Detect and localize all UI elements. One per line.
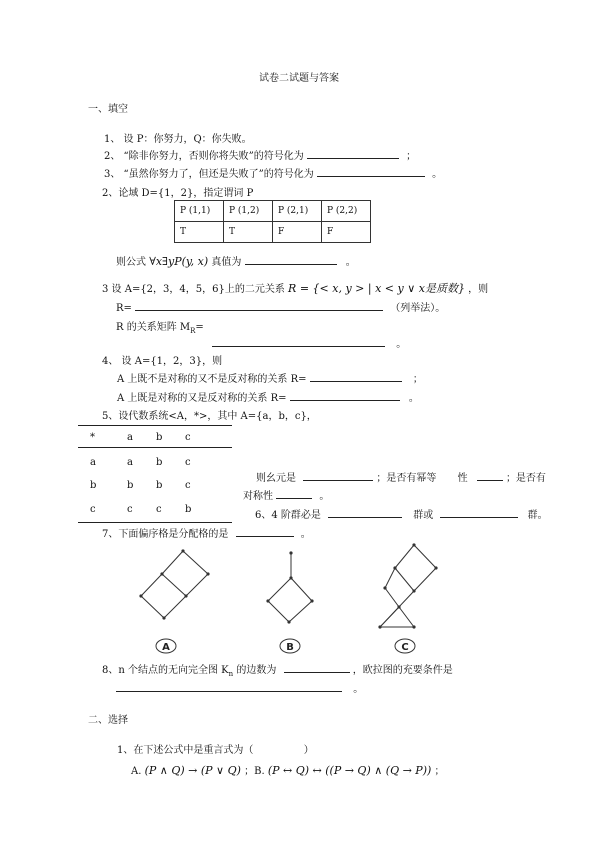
q5-post: ，则 xyxy=(468,284,489,295)
q5-R: R= xyxy=(116,303,132,314)
q4-formula-post: 真值为 xyxy=(211,257,242,268)
lattice-node xyxy=(289,551,292,554)
question-3 xyxy=(104,165,442,180)
q4-end: 。 xyxy=(345,257,356,268)
question-1 xyxy=(104,130,252,145)
optable-cell: c xyxy=(185,457,191,468)
ptable-header-3: P (2,1) xyxy=(273,201,322,222)
q10-end: 。 xyxy=(353,684,364,695)
q6-a-end: ； xyxy=(412,374,423,385)
q8-mid: 群或 xyxy=(413,510,434,521)
q2-end: ； xyxy=(406,151,417,162)
q10-euler-blank[interactable] xyxy=(116,682,342,692)
optable-cell: c xyxy=(156,504,162,515)
optable-cell: c xyxy=(127,504,133,515)
q5-hint: （列举法）。 xyxy=(390,303,446,314)
q7-a: 则幺元是 xyxy=(256,473,296,484)
lattice-diagrams xyxy=(0,535,600,665)
optable-cell: c xyxy=(185,480,191,491)
predicate-table xyxy=(174,200,371,243)
q5-matrix-eq: = xyxy=(195,322,204,333)
q10-edges-blank[interactable] xyxy=(284,663,350,673)
q3-end: 。 xyxy=(432,169,443,180)
lattice-node xyxy=(378,625,381,628)
q5-matrix-sub: R xyxy=(190,327,196,335)
q2-answer-blank[interactable] xyxy=(307,149,399,159)
lattice-node xyxy=(160,572,163,575)
q3-answer-blank[interactable] xyxy=(317,167,425,177)
lattice-label-a: A xyxy=(162,642,170,653)
ptable-header-4: P (2,2) xyxy=(322,201,371,222)
q10-post: ，欧拉图的充要条件是 xyxy=(352,665,453,676)
ptable-value-2: T xyxy=(224,222,273,243)
section-fill-in: 一、填空 xyxy=(88,104,128,115)
q7-c: 性 xyxy=(457,473,468,484)
optable-header-b: b xyxy=(156,432,163,443)
lattice-b-graph xyxy=(268,553,312,622)
question-5 xyxy=(102,280,488,296)
question-10 xyxy=(102,661,453,678)
q5-matrix-answer-blank[interactable] xyxy=(212,337,385,347)
lattice-node xyxy=(181,549,184,552)
question-8 xyxy=(255,506,548,521)
lattice-node xyxy=(393,566,396,569)
q3-text: 3、 “虽然你努力了，但还是失败了”的符号化为 xyxy=(104,169,314,180)
ptable-value-1: T xyxy=(175,222,224,243)
lattice-node xyxy=(162,616,165,619)
optable-row-a-label: a xyxy=(90,457,96,468)
question-2 xyxy=(104,147,416,162)
optable-cell: a xyxy=(127,457,133,468)
optable-top-rule xyxy=(78,425,232,426)
c1-end: ） xyxy=(303,745,314,756)
q10-mid: 的边数为 xyxy=(236,665,277,676)
lattice-node xyxy=(434,566,437,569)
question-4-formula xyxy=(116,253,356,268)
question-5-matrix-blank-row xyxy=(212,335,406,350)
lattice-node xyxy=(383,586,386,589)
lattice-node xyxy=(412,589,415,592)
optable-cell: b xyxy=(156,480,163,491)
q8-text: 6、4 阶群必是 xyxy=(255,510,321,521)
q5-matrix: R 的关系矩阵 M xyxy=(116,322,191,333)
optable-header-a: a xyxy=(127,432,133,443)
ptable-header-1: P (1,1) xyxy=(175,201,224,222)
question-7: 5、设代数系统<A，*>，其中 A={a，b，c}， xyxy=(102,411,317,422)
q5-R-answer-blank[interactable] xyxy=(135,301,383,311)
optable-cell: b xyxy=(127,480,134,491)
ptable-header-2: P (1,2) xyxy=(224,201,273,222)
lattice-label-c: C xyxy=(401,642,409,653)
lattice-node xyxy=(397,605,400,608)
q7-end: 。 xyxy=(319,491,330,502)
q8-end: 群。 xyxy=(527,510,548,521)
question-6-a xyxy=(117,370,423,385)
c1-option-a-label: A. xyxy=(131,766,142,777)
lattice-node xyxy=(287,620,290,623)
ptable-value-4: F xyxy=(322,222,371,243)
c1-option-b: (P ↔ Q) ↔ ((P → Q) ∧ (Q → P)) xyxy=(267,764,432,777)
c1-sep: ；B. xyxy=(244,766,265,777)
lattice-node xyxy=(412,625,415,628)
q8-blank-2[interactable] xyxy=(440,508,518,518)
c1-text: 1、在下述公式中是重言式为（ xyxy=(117,745,254,756)
question-5-matrix xyxy=(116,318,204,335)
lattice-node xyxy=(139,594,142,597)
page-title: 试卷二试题与答案 xyxy=(259,73,339,84)
q10-sub: n xyxy=(228,670,234,678)
q10-pre: 8、n 个结点的无向完全图 K xyxy=(102,665,229,676)
c1-answer-blank[interactable] xyxy=(257,744,301,753)
lattice-node xyxy=(289,576,292,579)
choice-1-options xyxy=(131,762,444,777)
q7-symmetric-blank[interactable] xyxy=(276,489,312,499)
q7-b: ；是否有幂等 xyxy=(376,473,437,484)
optable-row-c-label: c xyxy=(90,504,96,515)
q7-e: 对称性 xyxy=(243,491,273,502)
optable-header-c: c xyxy=(185,432,191,443)
question-4: 2、论域 D={1，2}，指定谓词 P xyxy=(102,188,254,199)
q6-b-answer-blank[interactable] xyxy=(290,391,400,401)
lattice-node xyxy=(206,572,209,575)
q2-text: 2、 “除非你努力，否则你将失败”的符号化为 xyxy=(104,151,304,162)
lattice-c-graph xyxy=(380,545,436,627)
question-6: 4、 设 A={1，2，3}，则 xyxy=(102,356,223,367)
ptable-value-3: F xyxy=(273,222,322,243)
question-7-answers xyxy=(256,469,546,484)
c1-option-a: (P ∧ Q) → (P ∨ Q) xyxy=(144,764,241,777)
optable-row-b-label: b xyxy=(90,480,97,491)
q4-formula-pre: 则公式 xyxy=(116,257,146,268)
question-5-R xyxy=(116,299,445,314)
q8-blank-1[interactable] xyxy=(328,508,402,518)
q6-a-answer-blank[interactable] xyxy=(310,372,402,382)
q5-pre: 3 设 A={2，3，4，5，6}上的二元关系 xyxy=(102,284,285,295)
q4-answer-blank[interactable] xyxy=(245,255,337,265)
q7-identity-blank[interactable] xyxy=(303,471,373,481)
q6-b-end: 。 xyxy=(408,393,419,404)
c1-option-b-end: ； xyxy=(434,766,445,777)
optable-cell: b xyxy=(156,457,163,468)
question-7-answers-2 xyxy=(243,487,329,502)
lattice-a-graph xyxy=(141,551,208,618)
lattice-label-b: B xyxy=(286,642,294,653)
q6-b-text: A 上既是对称的又是反对称的关系 R= xyxy=(117,393,287,404)
lattice-node xyxy=(412,543,415,546)
optable-bottom-rule xyxy=(78,522,232,523)
q4-formula: ∀x∃yP(y, x) xyxy=(149,255,209,268)
q7-d: ；是否有 xyxy=(505,473,546,484)
section-choice: 二、选择 xyxy=(88,715,128,726)
choice-1 xyxy=(117,741,314,756)
q7-idempotent-blank[interactable] xyxy=(477,471,503,481)
lattice-node xyxy=(184,594,187,597)
q9-end: 。 xyxy=(300,529,311,540)
optable-header-op: * xyxy=(90,432,95,443)
question-10-blank-row xyxy=(116,680,363,695)
q9-text: 7、下面偏序格是分配格的是 xyxy=(102,529,229,540)
q6-a-text: A 上既不是对称的又不是反对称的关系 R= xyxy=(117,374,307,385)
q5-end: 。 xyxy=(396,339,407,350)
q1-text: 1、 设 P：你努力，Q：你失败。 xyxy=(104,134,252,145)
q5-formula: R = {< x, y > | x < y ∨ x是质数} xyxy=(288,282,465,295)
lattice-node xyxy=(266,599,269,602)
lattice-node xyxy=(310,599,313,602)
question-6-b xyxy=(117,389,419,404)
optable-header-rule xyxy=(78,447,232,448)
optable-cell: b xyxy=(185,504,192,515)
